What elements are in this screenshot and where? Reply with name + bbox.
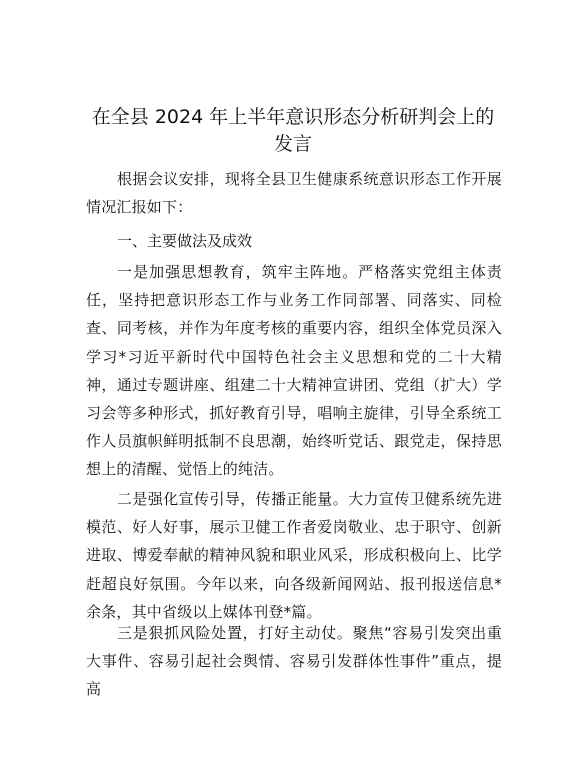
item3-body: 聚焦“容易引发突出重大事件、容易引起社会舆情、容易引发群体性事件”重点，提高: [86, 624, 502, 699]
item1-paragraph: [86, 258, 502, 484]
item3-lead: 三是狠抓风险处置，打好主动仗。: [117, 624, 353, 642]
item2-paragraph: [86, 485, 502, 626]
intro-paragraph: 根据会议安排，现将全县卫生健康系统意识形态工作开展情况汇报如下：: [86, 170, 502, 217]
item1-body: 严格落实党组主体责任，坚持把意识形态工作与业务工作同部署、同落实、同检查、同考核，并作为年度考核的重要内容，组织全体党员深入学习*习近平新时代中国特色社会主义思想和党的二十大精神，通过专题讲座、组建二十大精神宣讲团、党组（扩大）学习会等多种形式，抓好教育引导，唱响主旋律，引导全系统工作人员旗帜鲜明抵制不良思潮，始终听党话、跟党走，保持思想上的清醒、觉悟上的纯洁。: [86, 263, 502, 479]
item3-paragraph: [86, 619, 502, 704]
document-title-line1: 在全县 2024 年上半年意识形态分析研判会上的: [91, 106, 495, 128]
item1-lead: 一是加强思想教育，筑牢主阵地。: [117, 263, 359, 281]
item2-lead: 二是强化宣传引导，传播正能量。: [117, 490, 349, 508]
item2-body: 大力宣传卫健系统先进模范、好人好事，展示卫健工作者爱岗敬业、忠于职守、创新进取、博爱奉献的精神风貌和职业风采，形成积极向上、比学赶超良好氛围。今年以来，向各级新闻网站、报刊报送信息*余条，其中省级以上媒体刊登*篇。: [86, 490, 502, 621]
document-title-line2: 发言: [273, 133, 312, 155]
section-heading: 一、主要做法及成效: [117, 232, 253, 250]
